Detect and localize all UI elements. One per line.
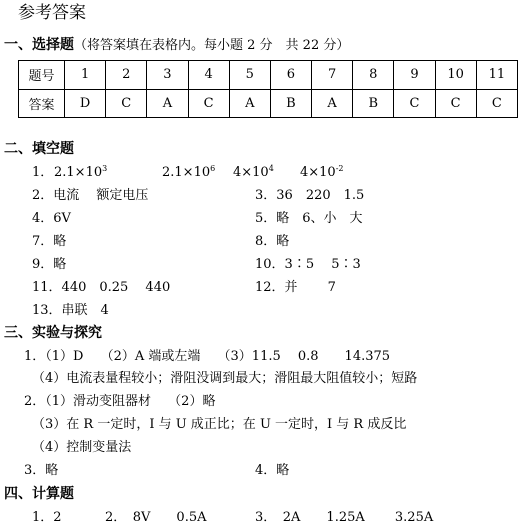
table-cell-answer: B (270, 89, 311, 118)
table-cell-answer: B (353, 89, 394, 118)
table-cell-number: 4 (188, 61, 229, 90)
table-cell-answer: D (65, 89, 106, 118)
fill-q9: 9．略 (32, 257, 67, 272)
calc-q3: 3． 2A 1.25A 3.25A (255, 510, 434, 525)
table-cell-number: 6 (270, 61, 311, 90)
fill-q5: 5．略 6、小 大 (255, 211, 363, 226)
section-choice-note: （将答案填在表格内。每小题 2 分 共 22 分） (74, 38, 350, 53)
table-cell-answer: C (435, 89, 476, 118)
fill-q2: 2．电流 额定电压 (32, 188, 149, 203)
fill-q11: 11．440 0.25 440 (32, 280, 171, 295)
table-cell-answer: C (476, 89, 517, 118)
table-cell-number: 9 (394, 61, 435, 90)
fill-q1-b-exp: 6 (210, 164, 216, 173)
fill-q1-d-exp: -2 (335, 164, 344, 173)
experiment-line-6a: 3．略 (24, 463, 59, 478)
experiment-line-4: （3）在 R 一定时，I 与 U 成正比；在 U 一定时，I 与 R 成反比 (32, 417, 407, 432)
table-cell-answer: C (188, 89, 229, 118)
experiment-line-2: （4）电流表量程较小；滑阻没调到最大；滑阻最大阻值较小；短路 (32, 371, 418, 386)
table-cell-number: 10 (435, 61, 476, 90)
section-choice-title: 一、选择题 (4, 37, 74, 53)
table-cell-answer: A (312, 89, 353, 118)
table-cell-number: 2 (106, 61, 147, 90)
fill-q1-a-base: 2.1×10 (54, 165, 103, 180)
table-cell-number: 7 (312, 61, 353, 90)
fill-q1-a-exp: 3 (102, 164, 108, 173)
answer-table (18, 60, 518, 118)
table-cell-number: 3 (147, 61, 188, 90)
fill-q1-answer-b (162, 166, 215, 179)
table-cell-number: 11 (476, 61, 517, 90)
experiment-line-6b: 4．略 (255, 463, 290, 478)
fill-q1-c-exp: 4 (268, 164, 274, 173)
section-experiment-heading: 三、实验与探究 (4, 325, 102, 341)
fill-q1-d-base: 4×10 (300, 165, 336, 180)
fill-q12: 12．并 7 (255, 280, 336, 295)
fill-q1-b-base: 2.1×10 (162, 165, 211, 180)
table-header-number: 题号 (19, 61, 65, 90)
fill-q1-answer-d (300, 166, 344, 179)
fill-q8: 8．略 (255, 234, 290, 249)
fill-q3: 3．36 220 1.5 (255, 188, 365, 203)
table-row-numbers (19, 61, 518, 90)
section-choice-heading (4, 38, 349, 52)
calc-q2: 2． 8V 0.5A (105, 510, 207, 525)
table-cell-answer: A (147, 89, 188, 118)
section-fill-heading: 二、填空题 (4, 141, 74, 157)
table-cell-number: 8 (353, 61, 394, 90)
table-row-answers (19, 89, 518, 118)
table-cell-answer: C (106, 89, 147, 118)
fill-q10: 10．3∶5 5∶3 (255, 257, 361, 272)
table-cell-answer: A (229, 89, 270, 118)
experiment-line-1: 1．（1）D （2）A 端或左端 （3）11.5 0.8 14.375 (24, 349, 391, 364)
fill-q1-label: 1． (32, 165, 54, 180)
fill-q1-answer-a (54, 166, 107, 179)
experiment-line-5: （4）控制变量法 (32, 440, 132, 455)
section-calc-heading: 四、计算题 (4, 486, 74, 502)
fill-q1-answer-c (233, 166, 274, 179)
fill-q13: 13．串联 4 (32, 303, 109, 318)
table-header-answer: 答案 (19, 89, 65, 118)
calc-q1: 1．2 (32, 510, 62, 525)
table-cell-number: 1 (65, 61, 106, 90)
table-cell-answer: C (394, 89, 435, 118)
table-cell-number: 5 (229, 61, 270, 90)
experiment-line-3: 2．（1）滑动变阻器材 （2）略 (24, 394, 216, 409)
fill-q4: 4．6V (32, 211, 71, 226)
fill-q7: 7．略 (32, 234, 67, 249)
page-title: 参考答案 (18, 3, 86, 23)
fill-q1-c-base: 4×10 (233, 165, 269, 180)
